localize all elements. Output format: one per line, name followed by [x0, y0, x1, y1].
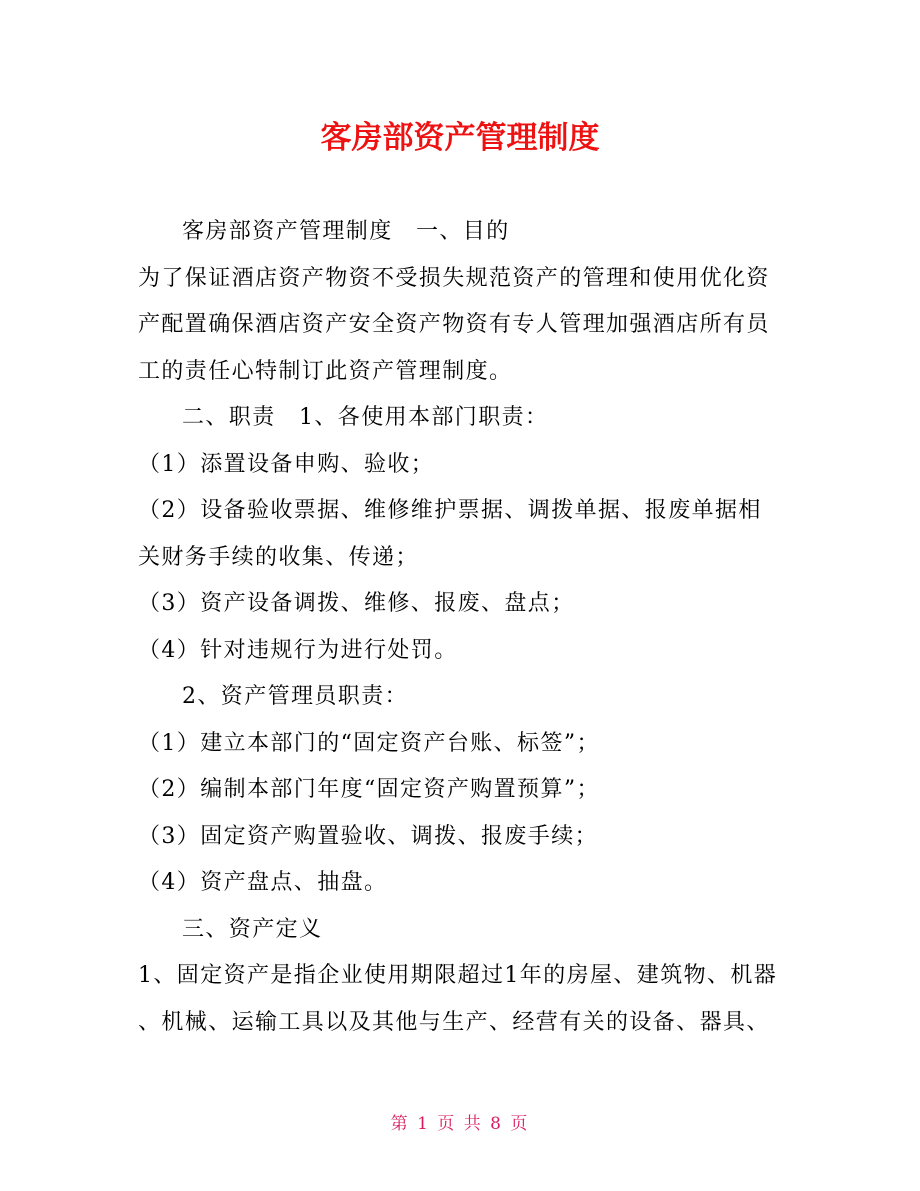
paragraph-line: 为了保证酒店资产物资不受损失规范资产的管理和使用优化资: [138, 265, 770, 291]
section-heading: 三、资产定义: [182, 916, 323, 942]
paragraph-line: 二、职责 1、各使用本部门职责：: [182, 405, 549, 430]
list-item: （2）设备验收票据、维修维护票据、调拨单据、报废单据相: [138, 498, 762, 523]
paragraph-line: 、机械、运输工具以及其他与生产、经营有关的设备、器具、: [138, 1009, 770, 1035]
document-body: [138, 209, 798, 1046]
page-number: 第 1 页 共 8 页: [390, 1114, 530, 1134]
list-item: （3）固定资产购置验收、调拨、报废手续；: [138, 823, 598, 849]
paragraph-line: 工的责任心特制订此资产管理制度。: [138, 358, 513, 384]
paragraph-line: 1、固定资产是指企业使用期限超过1年的房屋、建筑物、机器: [138, 963, 778, 988]
paragraph-line: 客房部资产管理制度 一、目的: [182, 219, 510, 244]
list-item: （3）资产设备调拨、维修、报废、盘点；: [138, 591, 575, 616]
list-item-continuation: 关财务手续的收集、传递；: [138, 544, 419, 570]
document-title: 客房部资产管理制度: [320, 120, 600, 156]
list-item: （1）添置设备申购、验收；: [138, 451, 435, 477]
list-item: （2）编制本部门年度“固定资产购置预算”；: [138, 777, 600, 802]
list-item: （4）资产盘点、抽盘。: [138, 870, 388, 895]
list-item: （4）针对违规行为进行处罚。: [138, 637, 458, 663]
section-heading: 2、资产管理员职责：: [182, 684, 408, 709]
list-item: （1）建立本部门的“固定资产台账、标签”；: [138, 730, 600, 756]
paragraph-line: 产配置确保酒店资产安全资产物资有专人管理加强酒店所有员: [138, 312, 770, 337]
